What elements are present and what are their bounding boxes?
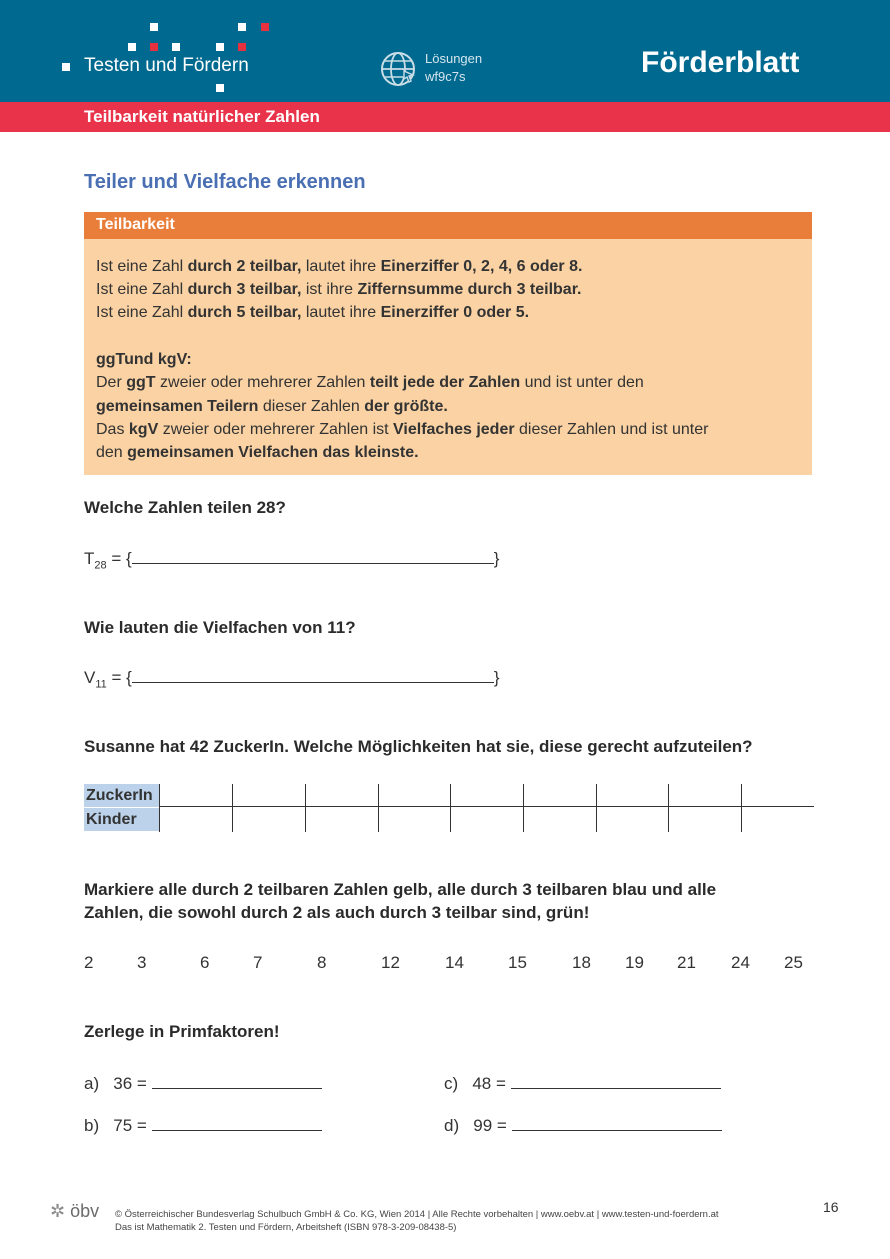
table-column-line xyxy=(596,784,597,832)
kgv-line: Das kgV zweier oder mehrerer Zahlen ist Vielfaches jeder dieser Zahlen und ist unter xyxy=(96,421,709,438)
footer-book-info: Das ist Mathematik 2. Testen und Fördern, Arbeitsheft (ISBN 978-3-209-08438-5) xyxy=(115,1222,457,1233)
rule-line: Ist eine Zahl durch 5 teilbar, lautet ihre Einerziffer 0 oder 5. xyxy=(96,304,530,321)
ggt-line: gemeinsamen Teilern dieser Zahlen der größte. xyxy=(96,398,448,415)
distribution-table xyxy=(84,784,814,832)
number-item[interactable]: 18 xyxy=(572,953,591,972)
section-title: Teiler und Vielfache erkennen xyxy=(84,171,366,193)
sheet-title: Förderblatt xyxy=(641,46,800,79)
prime-item-a: a) 36 = xyxy=(84,1073,322,1094)
question-mark-line2: Zahlen, die sowohl durch 2 als auch durch 3 teilbar sind, grün! xyxy=(84,903,590,922)
solutions-code[interactable]: wf9c7s xyxy=(425,69,466,84)
number-item[interactable]: 8 xyxy=(317,953,327,972)
table-column-line xyxy=(523,784,524,832)
prime-answer-field-a[interactable] xyxy=(152,1073,322,1089)
ggt-kgv-heading: ggTund kgV: xyxy=(96,351,192,368)
solutions-link[interactable]: Lösungen xyxy=(425,51,483,66)
question-candies: Susanne hat 42 ZuckerIn. Welche Möglichkeiten hat sie, diese gerecht aufzuteilen? xyxy=(84,737,753,756)
publisher-logo: ✲ öbv xyxy=(50,1201,100,1221)
prime-item-b: b) 75 = xyxy=(84,1115,322,1136)
number-item[interactable]: 3 xyxy=(137,953,147,972)
prime-answer-field-b[interactable] xyxy=(152,1115,322,1131)
footer-copyright: © Österreichischer Bundesverlag Schulbuch GmbH & Co. KG, Wien 2014 | Alle Rechte vorbehalten | www.oebv.at | www.testen-und-foerdern.at xyxy=(115,1209,719,1220)
number-item[interactable]: 14 xyxy=(445,953,464,972)
number-item[interactable]: 19 xyxy=(625,953,644,972)
table-column-line xyxy=(232,784,233,832)
topic-bar xyxy=(0,102,890,132)
number-item[interactable]: 15 xyxy=(508,953,527,972)
number-item[interactable]: 25 xyxy=(784,953,803,972)
topic-title: Teilbarkeit natürlicher Zahlen xyxy=(84,107,320,126)
row-label-children: Kinder xyxy=(84,808,160,831)
table-divider xyxy=(160,806,814,807)
globe-icon[interactable] xyxy=(380,51,416,87)
question-mark-line1: Markiere alle durch 2 teilbaren Zahlen gelb, alle durch 3 teilbaren blau und alle xyxy=(84,880,717,899)
divisor-answer-field[interactable] xyxy=(132,548,494,564)
table-column-line xyxy=(378,784,379,832)
table-column-line xyxy=(159,784,160,832)
prime-answer-field-c[interactable] xyxy=(511,1073,721,1089)
prime-answer-field-d[interactable] xyxy=(512,1115,722,1131)
number-item[interactable]: 21 xyxy=(677,953,696,972)
multiple-set-line: $V_{11}$ = { } xyxy=(84,668,500,691)
rule-box xyxy=(84,212,812,475)
number-item[interactable]: 7 xyxy=(253,953,263,972)
header-banner xyxy=(0,0,890,102)
table-column-line xyxy=(668,784,669,832)
table-column-line xyxy=(741,784,742,832)
ggt-line: Der ggT zweier oder mehrerer Zahlen teilt jede der Zahlen und ist unter den xyxy=(96,374,644,391)
question-multiples: Wie lauten die Vielfachen von 11? xyxy=(84,618,356,637)
divisor-set-line: $T_{28}$ = { } xyxy=(84,549,500,572)
page-number: 16 xyxy=(823,1199,839,1215)
kgv-line: den gemeinsamen Vielfachen das kleinste. xyxy=(96,444,419,461)
number-item[interactable]: 12 xyxy=(381,953,400,972)
row-label-candies: ZuckerIn xyxy=(84,784,160,807)
publisher-star-icon: ✲ xyxy=(50,1201,66,1221)
table-column-line xyxy=(305,784,306,832)
multiple-answer-field[interactable] xyxy=(132,667,494,683)
question-prime-factors: Zerlege in Primfaktoren! xyxy=(84,1022,280,1041)
rule-box-heading xyxy=(84,212,812,239)
prime-item-d: d) 99 = xyxy=(444,1115,722,1136)
question-divisors: Welche Zahlen teilen 28? xyxy=(84,498,286,517)
number-item[interactable]: 6 xyxy=(200,953,210,972)
prime-item-c: c) 48 = xyxy=(444,1073,721,1094)
rule-box-heading-text: Teilbarkeit xyxy=(96,216,175,233)
number-item[interactable]: 24 xyxy=(731,953,750,972)
number-item[interactable]: 2 xyxy=(84,953,94,972)
rule-line: Ist eine Zahl durch 2 teilbar, lautet ihre Einerziffer 0, 2, 4, 6 oder 8. xyxy=(96,258,583,275)
rule-line: Ist eine Zahl durch 3 teilbar, ist ihre Ziffernsumme durch 3 teilbar. xyxy=(96,281,582,298)
table-column-line xyxy=(450,784,451,832)
brand-name: Testen und Fördern xyxy=(84,55,249,76)
